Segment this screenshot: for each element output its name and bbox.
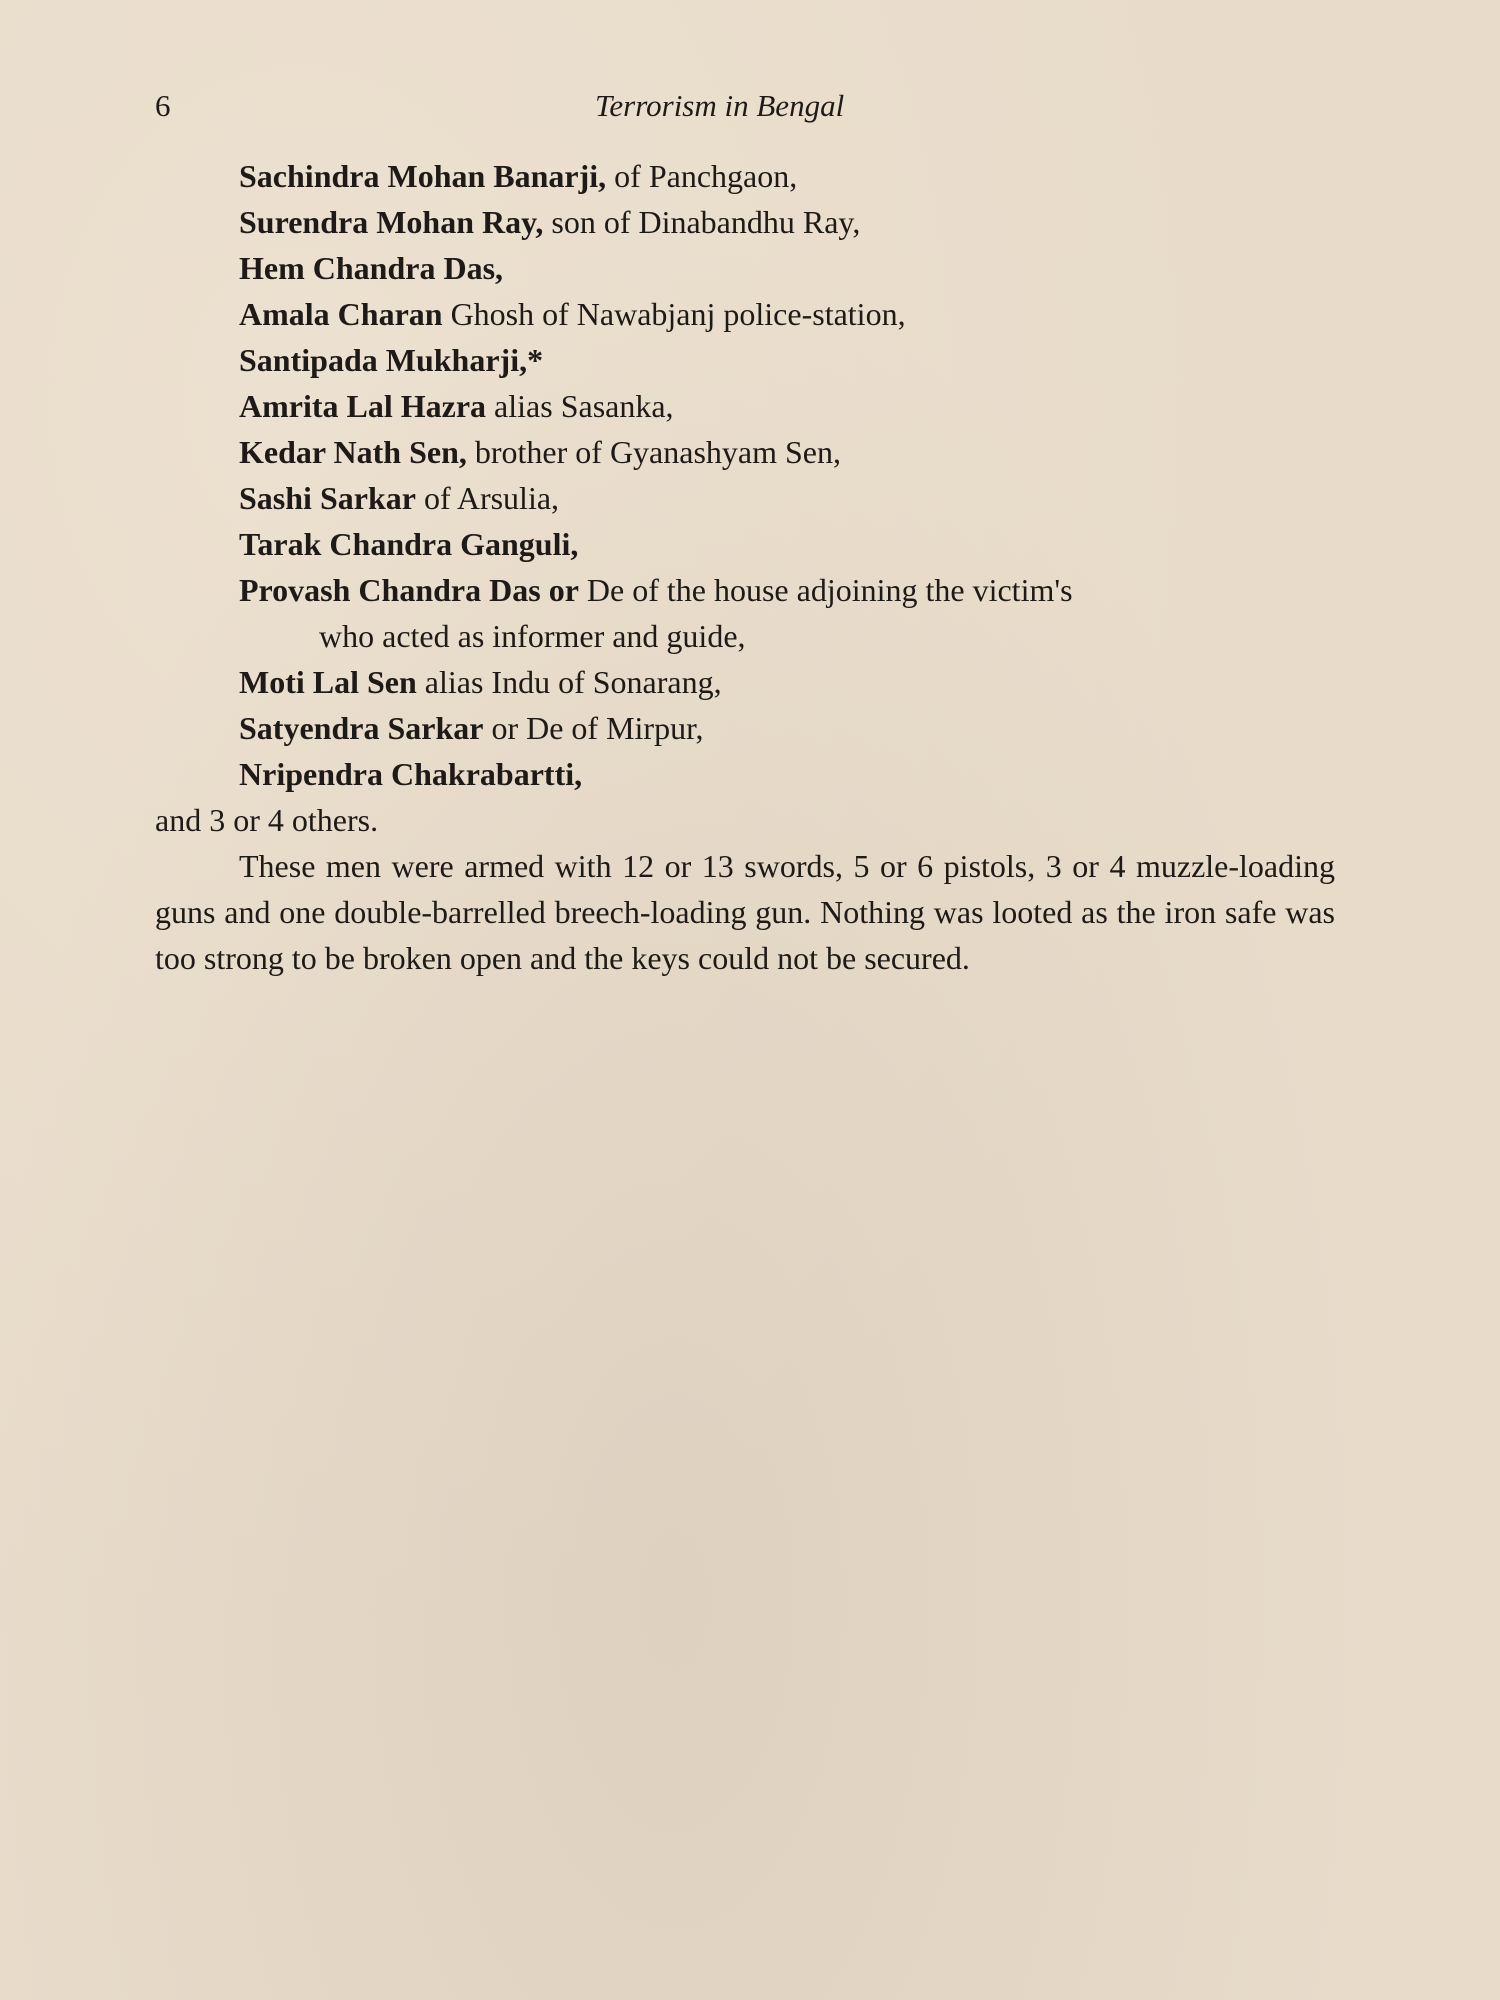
person-name: Sachindra Mohan Banarji, [239,158,607,194]
person-detail: brother of Gyanashyam Sen, [466,434,841,470]
list-tail: and 3 or 4 others. [155,802,379,838]
list-item [155,199,1345,245]
accused-list [155,153,1345,797]
list-item [155,567,1345,659]
person-detail: alias Indu of Sonarang, [416,664,722,700]
person-name: Amrita Lal Hazra [239,388,487,424]
person-detail: alias Sasanka, [486,388,674,424]
person-name: Moti Lal Sen [239,664,417,700]
list-item [155,245,1345,291]
list-item [155,751,1345,797]
person-name: Provash Chandra Das or [239,572,579,608]
person-detail: or De of Mirpur, [483,710,704,746]
person-name: Kedar Nath Sen, [239,434,467,470]
person-detail: De of the house adjoining the victim's [578,572,1073,608]
list-item [155,153,1345,199]
page-number: 6 [155,88,171,123]
list-item [155,383,1345,429]
person-detail: of Panchgaon, [606,158,798,194]
list-item [155,337,1345,383]
person-detail: son of Dinabandhu Ray, [543,204,861,240]
running-head [155,88,1335,128]
person-name: Nripendra Chakrabartti, [239,756,583,792]
person-name: Tarak Chandra Ganguli, [239,526,579,562]
person-detail: Ghosh of Nawabjanj police-station, [442,296,906,332]
book-title: Terrorism in Bengal [595,88,845,123]
person-detail: of Arsulia, [415,480,560,516]
person-name: Amala Charan [239,296,443,332]
body-paragraph: These men were armed with 12 or 13 swords, 5 or 6 pistols, 3 or 4 muzzle-loading guns and one double-barrelled breech-loading gun. Nothing was looted as the iron safe was too strong to be broken open and the keys could not be secured. [155,848,1335,976]
person-name: Surendra Mohan Ray, [239,204,544,240]
list-item [155,291,1345,337]
list-item [155,705,1345,751]
person-detail-continuation: who acted as informer and guide, [319,618,746,654]
person-name: Satyendra Sarkar [239,710,484,746]
person-name: Santipada Mukharji,* [239,342,544,378]
person-name: Hem Chandra Das, [239,250,504,286]
list-item [155,429,1345,475]
person-name: Sashi Sarkar [239,480,416,516]
list-item [155,659,1345,705]
list-item [155,521,1345,567]
list-item [155,475,1345,521]
